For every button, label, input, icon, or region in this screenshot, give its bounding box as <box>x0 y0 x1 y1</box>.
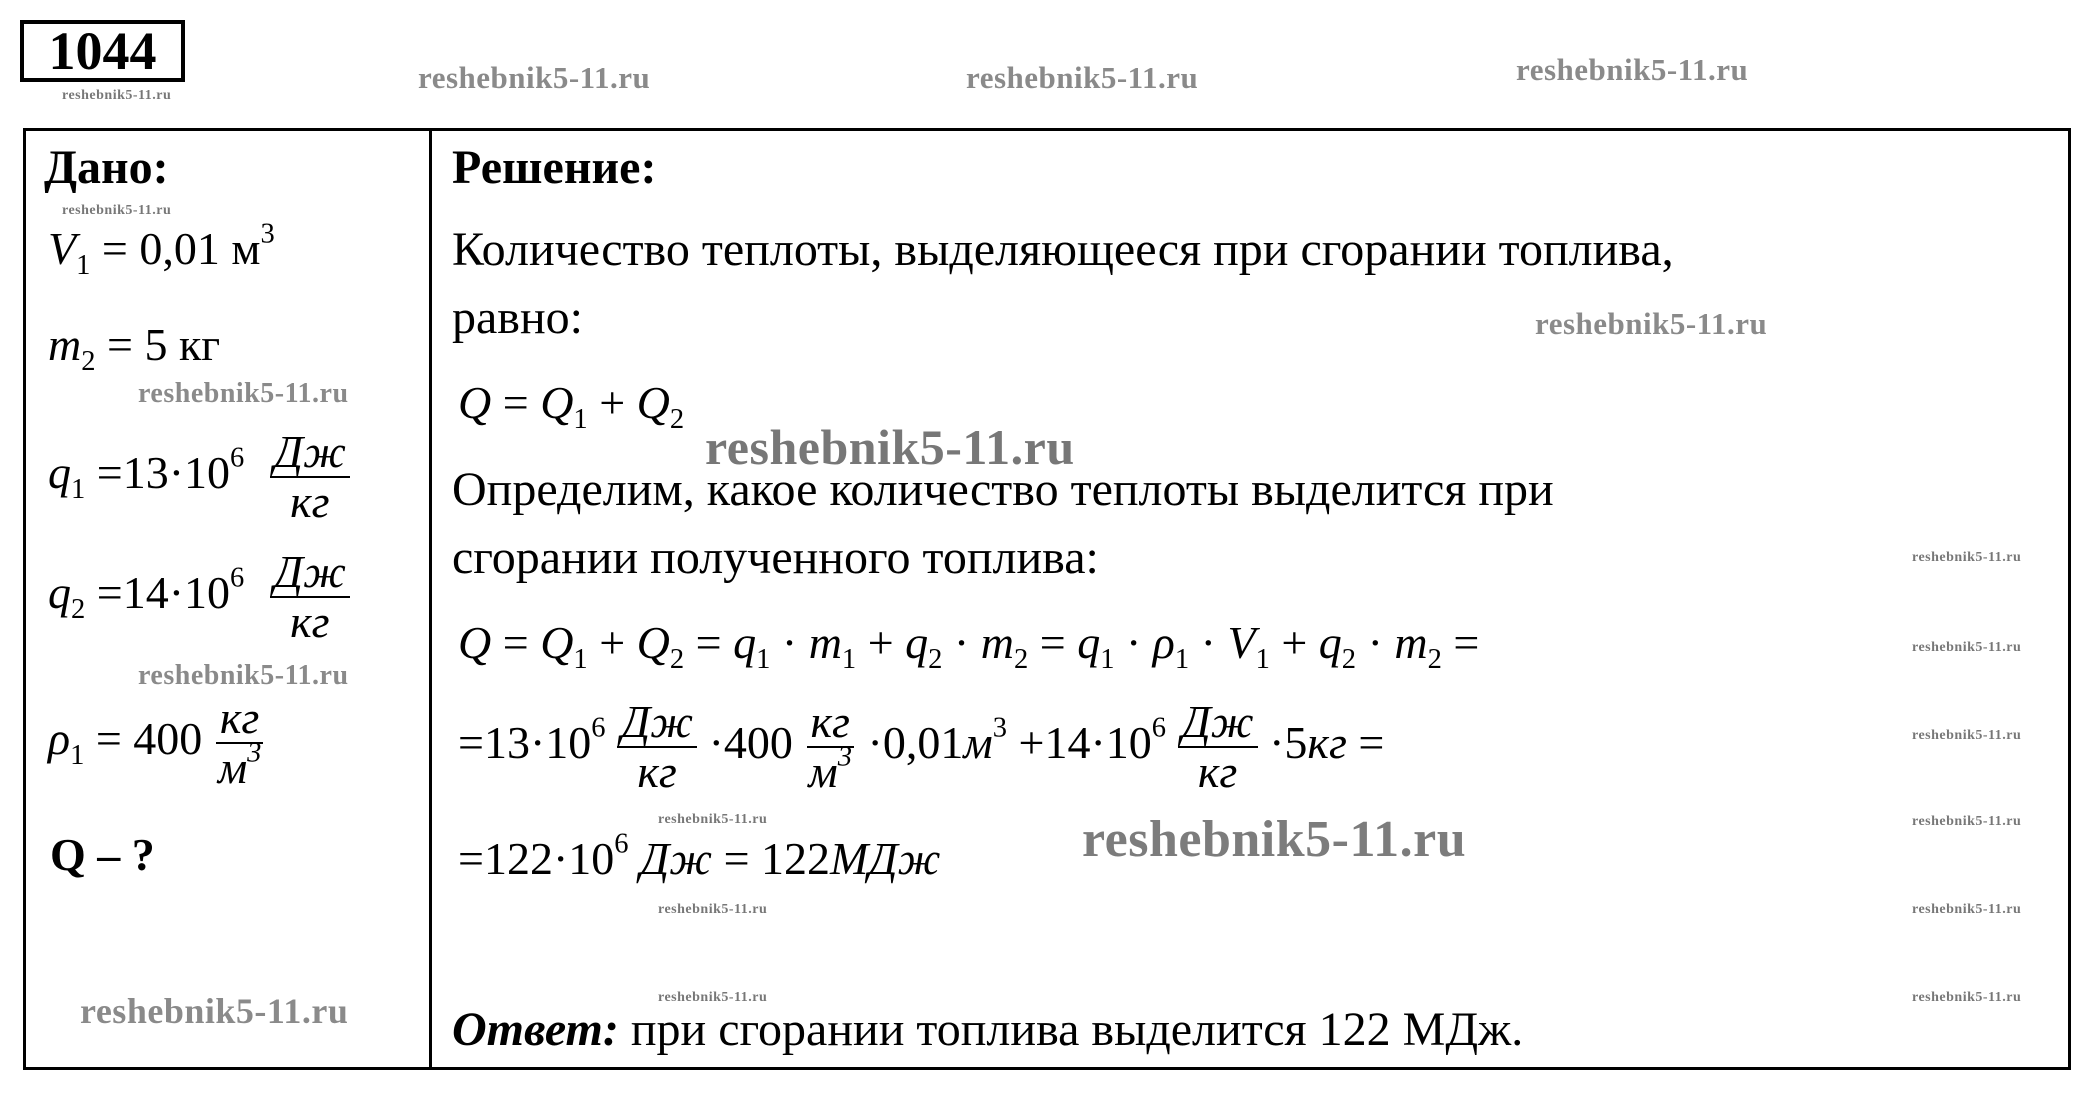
solution-line: Определим, какое количество теплоты выделится при <box>452 463 1554 516</box>
given-q1: $q_1 =13\cdot 10^6$ $\frac{Дж}{кг}$ <box>48 428 350 527</box>
solution-line: равно: <box>452 291 583 344</box>
watermark: reshebnik5-11.ru <box>138 660 349 691</box>
given-unknown: Q – ? <box>50 829 155 880</box>
watermark: reshebnik5-11.ru <box>1912 902 2022 917</box>
formula-sum: $Q = Q_1 + Q_2$ <box>458 377 685 435</box>
watermark: reshebnik5-11.ru <box>658 990 768 1005</box>
watermark: reshebnik5-11.ru <box>1912 550 2022 565</box>
solution-line: Количество теплоты, выделяющееся при сгорании топлива, <box>452 223 1674 276</box>
formula-result: $=122\cdot 10^6$ Дж = 122МДж <box>458 828 941 884</box>
formula-substitution: $=13\cdot 10^6$ $\frac{Дж}{кг}$ ·400 $\frac{кг}{м^3}$ $\cdot 0,01м^3 +14\cdot 10^6$ $\frac{Дж}{кг}$ ·5кг = <box>458 696 1385 798</box>
watermark: reshebnik5-11.ru <box>705 419 1075 475</box>
given-heading: Дано: <box>44 141 169 194</box>
given-v1: $V_1 = 0,01$ $м^3$ <box>48 218 275 281</box>
solution-heading: Решение: <box>452 141 657 194</box>
answer-label: Ответ: <box>452 1003 619 1056</box>
watermark: reshebnik5-11.ru <box>80 991 349 1031</box>
watermark: reshebnik5-11.ru <box>1912 814 2022 829</box>
answer-text: при сгорании топлива выделится 122 МДж. <box>618 1003 1524 1056</box>
watermark: reshebnik5-11.ru <box>658 902 768 917</box>
watermark: reshebnik5-11.ru <box>1535 306 1768 341</box>
watermark: reshebnik5-11.ru <box>62 203 172 218</box>
column-divider <box>429 128 432 1070</box>
watermark: reshebnik5-11.ru <box>1912 728 2022 743</box>
problem-number: 1044 <box>20 20 185 82</box>
formula-expanded: $Q = Q_1 + Q_2 = q_1 \cdot m_1 + q_2 \cdot m_2 = q_1 \cdot \rho_1 \cdot V_1 + q_2 \cdot m_2$ = <box>458 617 1480 675</box>
watermark: reshebnik5-11.ru <box>418 60 651 95</box>
solution-line: сгорании полученного топлива: <box>452 531 1099 584</box>
given-q2: $q_2 =14\cdot 10^6$ $\frac{Дж}{кг}$ <box>48 548 350 647</box>
given-rho: $\rho_1 = 400$ $\frac{кг}{м^3}$ <box>48 692 262 794</box>
watermark: reshebnik5-11.ru <box>62 88 172 103</box>
watermark: reshebnik5-11.ru <box>1912 640 2022 655</box>
given-m2: $m_2 = 5$ кг <box>48 319 221 377</box>
answer <box>452 1002 1523 1057</box>
watermark: reshebnik5-11.ru <box>966 60 1199 95</box>
watermark: reshebnik5-11.ru <box>658 812 768 827</box>
watermark: reshebnik5-11.ru <box>1082 811 1467 868</box>
watermark: reshebnik5-11.ru <box>138 378 349 409</box>
watermark: reshebnik5-11.ru <box>1516 52 1749 87</box>
watermark: reshebnik5-11.ru <box>1912 990 2022 1005</box>
